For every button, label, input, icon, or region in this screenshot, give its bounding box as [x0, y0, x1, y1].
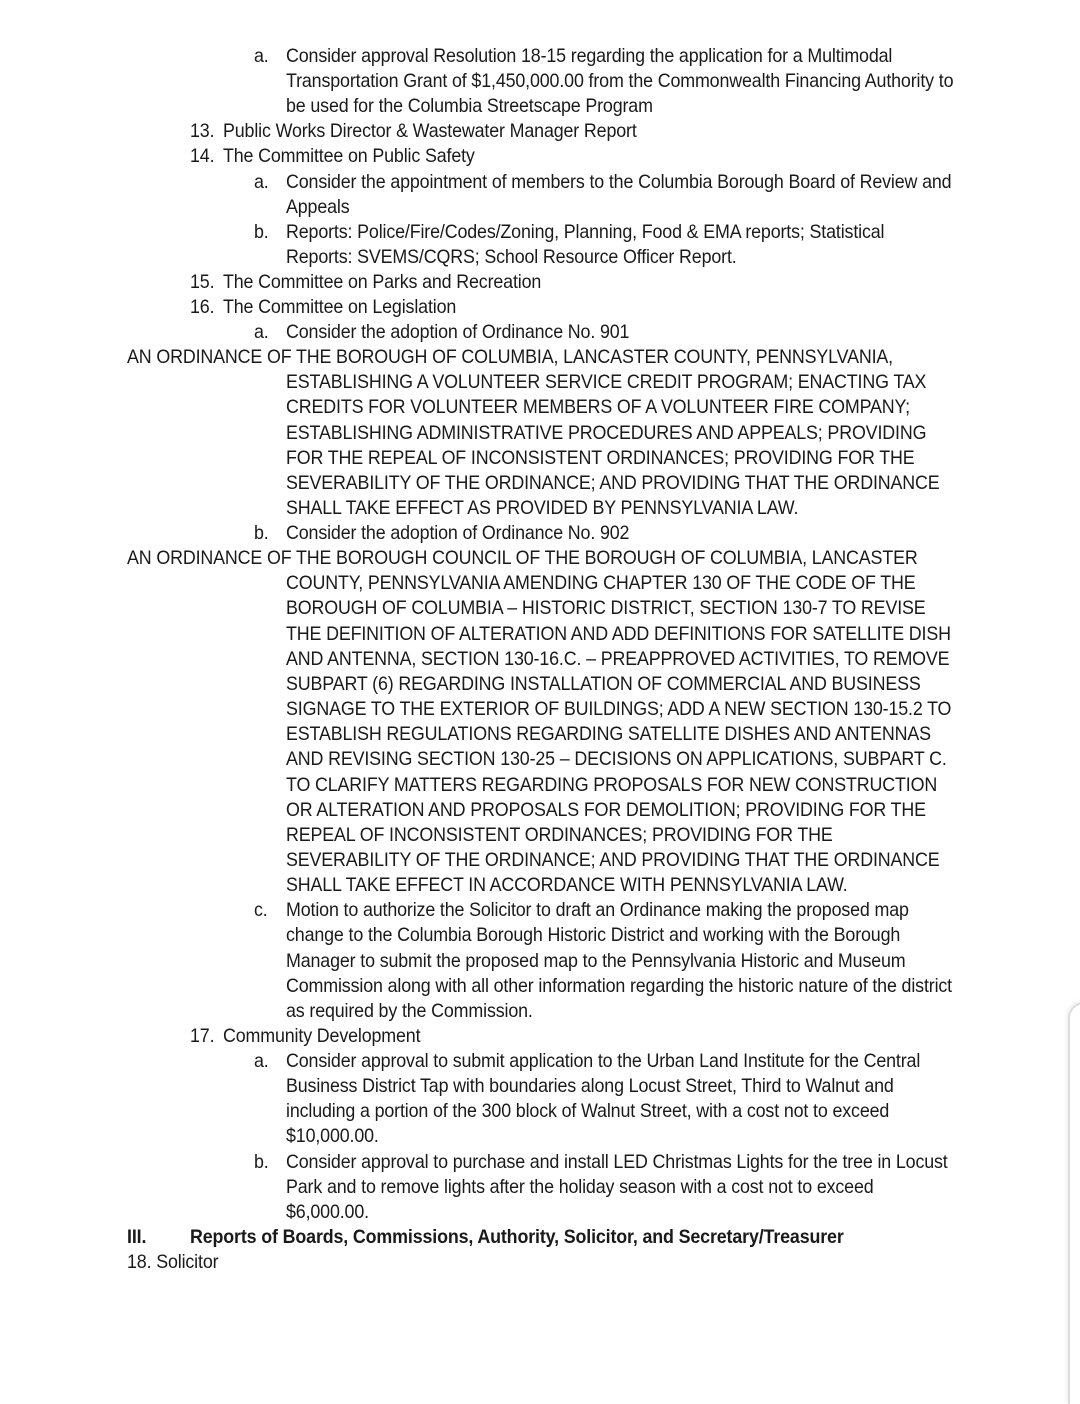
ordinance-902-line-1: AN ORDINANCE OF THE BOROUGH COUNCIL OF THE BOROUGH OF COLUMBIA, LANCASTER — [127, 548, 918, 569]
item-17a-line-2: Business District Tap with boundaries along Locust Street, Third to Walnut and — [286, 1076, 894, 1097]
item-12a-line-2: Transportation Grant of $1,450,000.00 from the Commonwealth Financing Authority to — [286, 71, 954, 92]
item-17a-line-4: $10,000.00. — [286, 1126, 379, 1147]
page-edge-shadow — [1068, 1002, 1080, 1404]
item-16b-text: Consider the adoption of Ordinance No. 902 — [286, 523, 630, 544]
item-17a-marker: a. — [254, 1051, 269, 1072]
ordinance-902-line-10: TO CLARIFY MATTERS REGARDING PROPOSALS FOR NEW CONSTRUCTION — [286, 775, 938, 796]
item-16-text: The Committee on Legislation — [223, 297, 457, 318]
item-17a-line-3: including a portion of the 300 block of Walnut Street, with a cost not to exceed — [286, 1101, 890, 1122]
section-3-heading: Reports of Boards, Commissions, Authority, Solicitor, and Secretary/Treasurer — [190, 1227, 844, 1248]
ordinance-902-line-12: REPEAL OF INCONSISTENT ORDINANCES; PROVIDING FOR THE — [286, 825, 833, 846]
item-18-text: 18. Solicitor — [127, 1252, 219, 1273]
ordinance-901-line-1: AN ORDINANCE OF THE BOROUGH OF COLUMBIA, LANCASTER COUNTY, PENNSYLVANIA, — [127, 347, 893, 368]
ordinance-901-line-6: SEVERABILITY OF THE ORDINANCE; AND PROVIDING THAT THE ORDINANCE — [286, 473, 940, 494]
item-16a-marker: a. — [254, 322, 269, 343]
ordinance-901-line-7: SHALL TAKE EFFECT AS PROVIDED BY PENNSYLVANIA LAW. — [286, 498, 799, 519]
item-17a-line-1: Consider approval to submit application to the Urban Land Institute for the Central — [286, 1051, 921, 1072]
item-12a-line-3: be used for the Columbia Streetscape Program — [286, 96, 653, 117]
item-17b-marker: b. — [254, 1152, 269, 1173]
ordinance-901-line-4: ESTABLISHING ADMINISTRATIVE PROCEDURES AND APPEALS; PROVIDING — [286, 423, 927, 444]
item-14a-line-2: Appeals — [286, 197, 350, 218]
ordinance-902-line-9: AND REVISING SECTION 130-25 – DECISIONS ON APPLICATIONS, SUBPART C. — [286, 749, 947, 770]
section-3-marker: III. — [127, 1227, 147, 1248]
item-14-text: The Committee on Public Safety — [223, 146, 475, 167]
item-13-marker: 13. — [190, 121, 215, 142]
item-16c-line-3: Manager to submit the proposed map to the Pennsylvania Historic and Museum — [286, 951, 906, 972]
item-14b-line-1: Reports: Police/Fire/Codes/Zoning, Planning, Food & EMA reports; Statistical — [286, 222, 885, 243]
item-15-text: The Committee on Parks and Recreation — [223, 272, 542, 293]
item-16b-marker: b. — [254, 523, 269, 544]
item-15-marker: 15. — [190, 272, 215, 293]
item-16c-line-5: as required by the Commission. — [286, 1001, 533, 1022]
ordinance-902-line-13: SEVERABILITY OF THE ORDINANCE; AND PROVIDING THAT THE ORDINANCE — [286, 850, 940, 871]
item-16a-text: Consider the adoption of Ordinance No. 901 — [286, 322, 630, 343]
item-16c-line-1: Motion to authorize the Solicitor to draft an Ordinance making the proposed map — [286, 900, 909, 921]
ordinance-902-line-4: THE DEFINITION OF ALTERATION AND ADD DEFINITIONS FOR SATELLITE DISH — [286, 624, 951, 645]
item-17-text: Community Development — [223, 1026, 421, 1047]
item-12a-marker: a. — [254, 46, 269, 67]
ordinance-902-line-2: COUNTY, PENNSYLVANIA AMENDING CHAPTER 130 OF THE CODE OF THE — [286, 573, 916, 594]
ordinance-901-line-5: FOR THE REPEAL OF INCONSISTENT ORDINANCES; PROVIDING FOR THE — [286, 448, 915, 469]
item-14a-line-1: Consider the appointment of members to the Columbia Borough Board of Review and — [286, 172, 952, 193]
ordinance-901-line-3: CREDITS FOR VOLUNTEER MEMBERS OF A VOLUNTEER FIRE COMPANY; — [286, 397, 910, 418]
item-12a-line-1: Consider approval Resolution 18-15 regarding the application for a Multimodal — [286, 46, 893, 67]
ordinance-901-line-2: ESTABLISHING A VOLUNTEER SERVICE CREDIT PROGRAM; ENACTING TAX — [286, 372, 927, 393]
ordinance-902-line-6: SUBPART (6) REGARDING INSTALLATION OF COMMERCIAL AND BUSINESS — [286, 674, 921, 695]
item-13-text: Public Works Director & Wastewater Manager Report — [223, 121, 637, 142]
item-14-marker: 14. — [190, 146, 215, 167]
item-14b-marker: b. — [254, 222, 269, 243]
item-16c-marker: c. — [254, 900, 268, 921]
ordinance-902-line-5: AND ANTENNA, SECTION 130-16.C. – PREAPPROVED ACTIVITIES, TO REMOVE — [286, 649, 950, 670]
ordinance-902-line-14: SHALL TAKE EFFECT IN ACCORDANCE WITH PENNSYLVANIA LAW. — [286, 875, 848, 896]
item-14b-line-2: Reports: SVEMS/CQRS; School Resource Officer Report. — [286, 247, 737, 268]
ordinance-902-line-8: ESTABLISH REGULATIONS REGARDING SATELLITE DISHES AND ANTENNAS — [286, 724, 931, 745]
item-14a-marker: a. — [254, 172, 269, 193]
ordinance-902-line-3: BOROUGH OF COLUMBIA – HISTORIC DISTRICT, SECTION 130-7 TO REVISE — [286, 598, 926, 619]
item-16c-line-2: change to the Columbia Borough Historic District and working with the Borough — [286, 925, 901, 946]
item-16c-line-4: Commission along with all other information regarding the historic nature of the district — [286, 976, 952, 997]
item-17b-line-2: Park and to remove lights after the holiday season with a cost not to exceed — [286, 1177, 874, 1198]
item-17b-line-1: Consider approval to purchase and install LED Christmas Lights for the tree in Locust — [286, 1152, 948, 1173]
item-17b-line-3: $6,000.00. — [286, 1202, 369, 1223]
ordinance-902-line-11: OR ALTERATION AND PROPOSALS FOR DEMOLITION; PROVIDING FOR THE — [286, 800, 926, 821]
item-17-marker: 17. — [190, 1026, 215, 1047]
item-16-marker: 16. — [190, 297, 215, 318]
ordinance-902-line-7: SIGNAGE TO THE EXTERIOR OF BUILDINGS; ADD A NEW SECTION 130-15.2 TO — [286, 699, 952, 720]
